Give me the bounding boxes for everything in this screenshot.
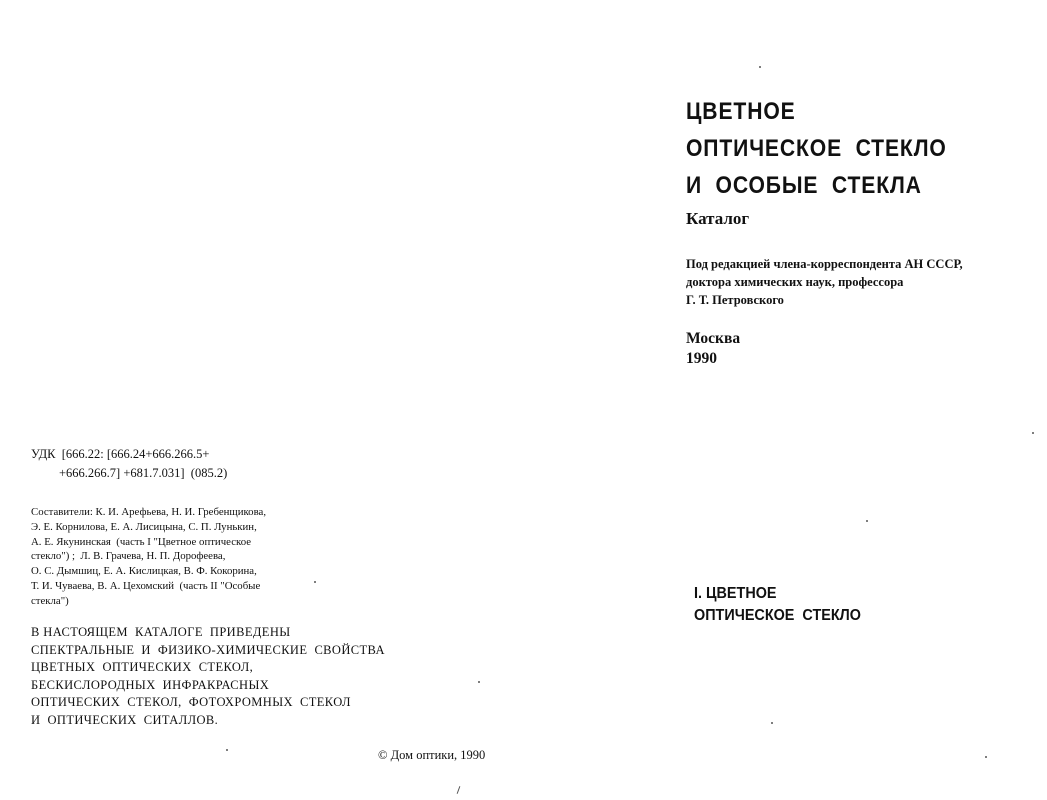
book-subtitle: Каталог xyxy=(686,209,750,228)
catalog-abstract xyxy=(31,624,385,730)
book-title xyxy=(686,93,947,204)
publication-info xyxy=(686,329,740,369)
abstract-line-1: В НАСТОЯЩЕМ КАТАЛОГЕ ПРИВЕДЕНЫ xyxy=(31,625,291,639)
editor-line-3: Г. Т. Петровского xyxy=(686,293,784,307)
abstract-line-4: БЕСКИСЛОРОДНЫХ ИНФРАКРАСНЫХ xyxy=(31,677,270,692)
scan-speck xyxy=(457,786,461,794)
section-heading xyxy=(694,583,861,627)
editor-credit xyxy=(686,255,963,309)
scan-speck xyxy=(866,520,868,522)
compilers-line-4: стекло") ; Л. В. Грачева, Н. П. Дорофеева, xyxy=(31,550,226,563)
compilers-line-7: стекла") xyxy=(31,594,69,607)
publication-city: Москва xyxy=(686,330,741,347)
abstract-line-6: И ОПТИЧЕСКИХ СИТАЛЛОВ. xyxy=(31,712,219,727)
compilers-line-2: Э. Е. Корнилова, Е. А. Лисицына, С. П. Лунькин, xyxy=(31,520,257,533)
udk-classification xyxy=(31,445,227,483)
book-title-line-2: ОПТИЧЕСКОЕ СТЕКЛО xyxy=(686,135,947,162)
abstract-line-2: СПЕКТРАЛЬНЫЕ И ФИЗИКО-ХИМИЧЕСКИЕ СВОЙСТВА xyxy=(31,642,385,657)
scan-speck xyxy=(759,66,761,68)
scan-speck xyxy=(985,756,987,758)
compilers-list xyxy=(31,505,266,609)
scan-speck xyxy=(771,722,773,724)
udk-line-1: УДК [666.22: [666.24+666.266.5+ xyxy=(31,447,210,461)
abstract-line-3: ЦВЕТНЫХ ОПТИЧЕСКИХ СТЕКОЛ, xyxy=(31,660,254,675)
book-title-line-1: ЦВЕТНОЕ xyxy=(686,98,796,125)
compilers-line-6: Т. И. Чуваева, В. А. Цехомский (часть II "Особые xyxy=(31,579,261,592)
scan-speck xyxy=(478,681,480,683)
compilers-line-3: А. Е. Якунинская (часть I "Цветное оптическое xyxy=(31,535,252,548)
scan-speck xyxy=(1032,432,1034,434)
compilers-line-5: О. С. Дымшиц, Е. А. Кислицкая, В. Ф. Кокорина, xyxy=(31,565,257,578)
abstract-line-5: ОПТИЧЕСКИХ СТЕКОЛ, ФОТОХРОМНЫХ СТЕКОЛ xyxy=(31,695,351,710)
section-heading-line-1: I. ЦВЕТНОЕ xyxy=(694,585,777,602)
compilers-line-1: Составители: К. И. Арефьева, Н. И. Гребенщикова, xyxy=(31,506,267,518)
editor-line-2: доктора химических наук, профессора xyxy=(686,275,904,289)
section-heading-line-2: ОПТИЧЕСКОЕ СТЕКЛО xyxy=(694,607,861,624)
editor-line-1: Под редакцией члена-корреспондента АН СССР, xyxy=(686,257,963,271)
scan-speck xyxy=(226,749,228,751)
copyright-notice: © Дом оптики, 1990 xyxy=(378,748,486,762)
book-title-line-3: И ОСОБЫЕ СТЕКЛА xyxy=(686,172,922,199)
scan-speck xyxy=(314,581,316,583)
publication-year: 1990 xyxy=(686,350,717,367)
udk-line-2: +666.266.7] +681.7.031] (085.2) xyxy=(59,466,228,480)
